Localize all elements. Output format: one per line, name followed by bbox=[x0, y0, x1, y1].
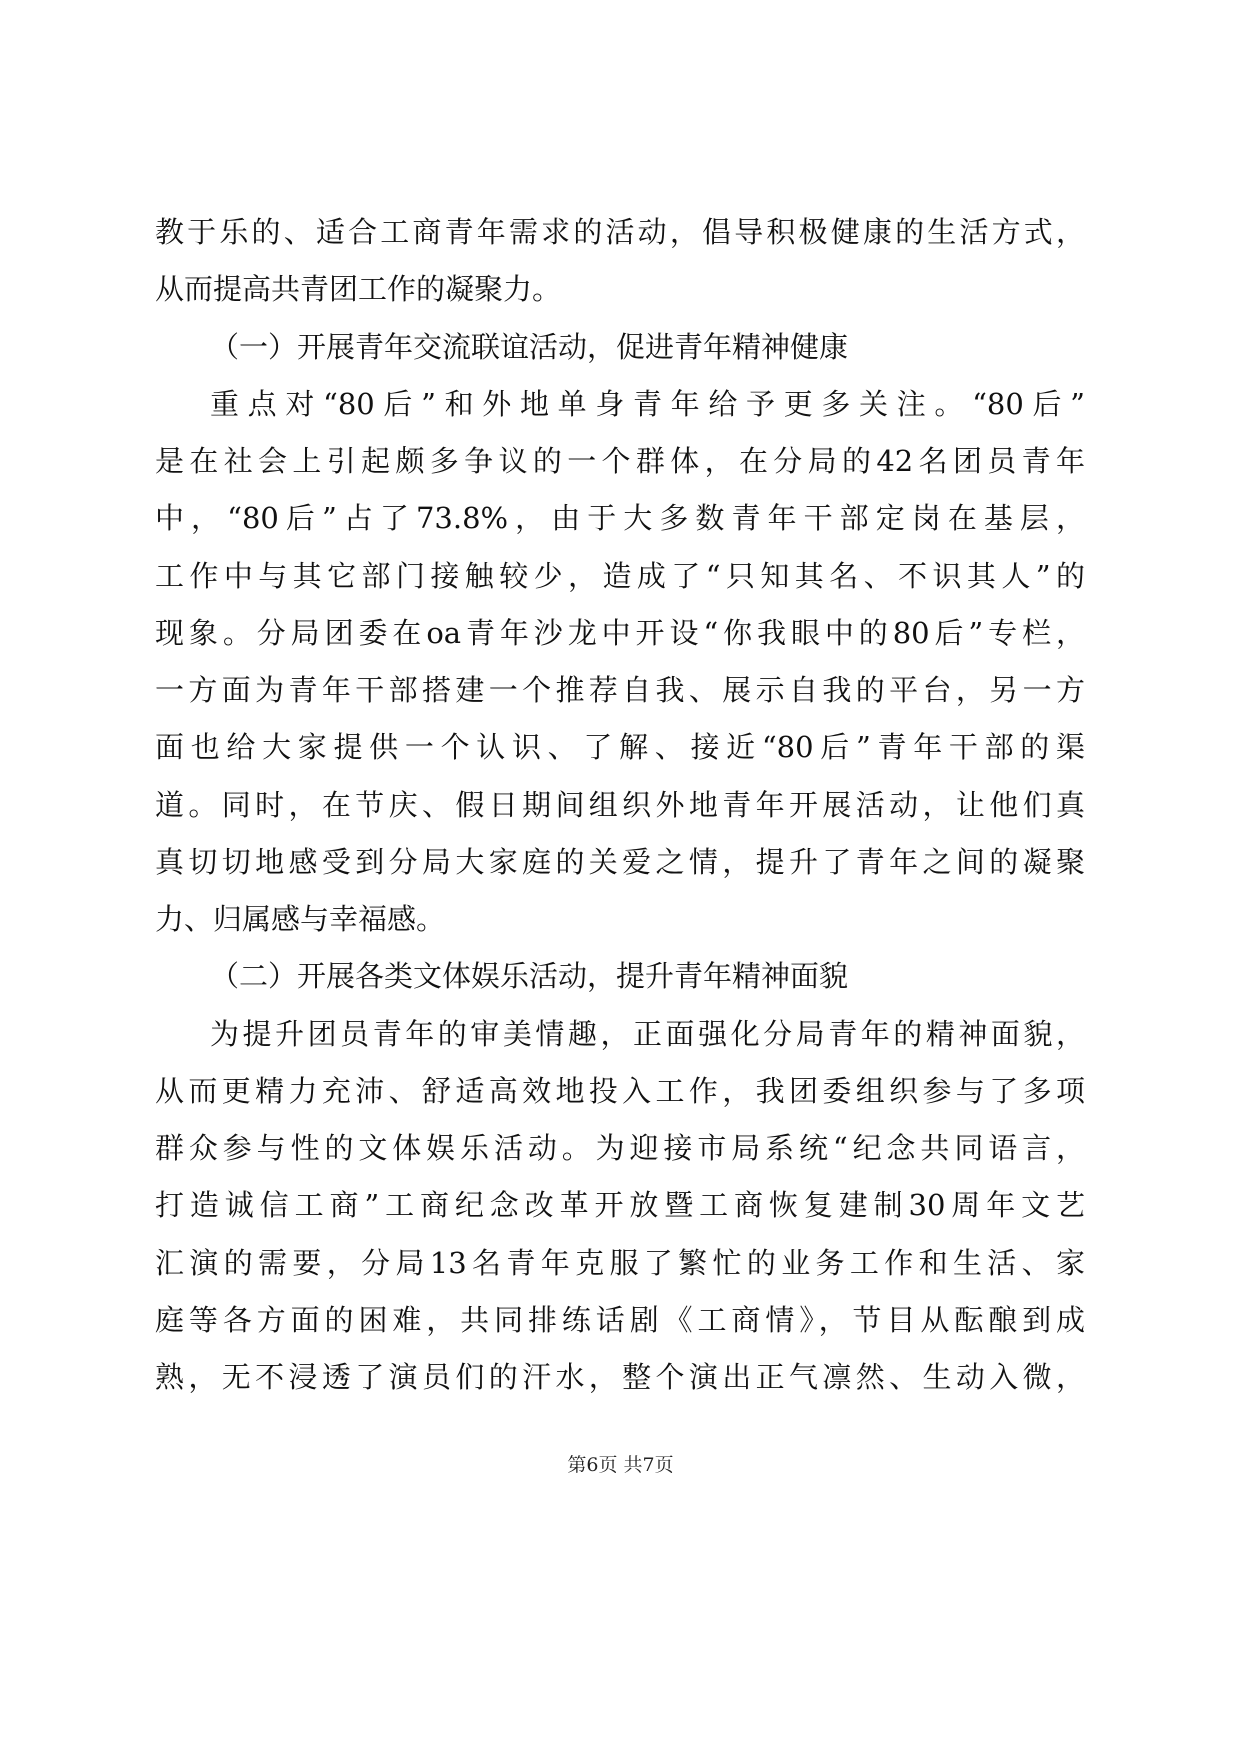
text-line: 一方面为青年干部搭建一个推荐自我、展示自我的平台，另一方 bbox=[155, 673, 1085, 707]
text-line: 从而提高共青团工作的凝聚力。 bbox=[155, 272, 562, 307]
text-line: 为提升团员青年的审美情趣，正面强化分局青年的精神面貌， bbox=[210, 1016, 1085, 1051]
text-line: 打造诚信工商”工商纪念改革开放暨工商恢复建制30周年文艺 bbox=[155, 1188, 1085, 1223]
text-line: 熟，无不浸透了演员们的汗水，整个演出正气凛然、生动入微， bbox=[155, 1360, 1085, 1394]
text-line: 中，“80后”占了73.8%，由于大多数青年干部定岗在基层， bbox=[155, 501, 1085, 536]
text-line: 汇演的需要，分局13名青年克服了繁忙的业务工作和生活、家 bbox=[155, 1245, 1085, 1280]
text-line: 庭等各方面的困难，共同排练话剧《工商情》，节目从酝酿到成 bbox=[155, 1302, 1085, 1337]
text-line: 教于乐的、适合工商青年需求的活动，倡导积极健康的生活方式， bbox=[155, 215, 1085, 249]
text-line: 道。同时，在节庆、假日期间组织外地青年开展活动，让他们真 bbox=[155, 787, 1085, 822]
page-footer: 第6页 共7页 bbox=[567, 1454, 674, 1476]
text-line: 力、归属感与幸福感。 bbox=[155, 902, 446, 936]
text-line: 真切切地感受到分局大家庭的关爱之情，提升了青年之间的凝聚 bbox=[155, 844, 1085, 879]
text-line: 现象。分局团委在oa青年沙龙中开设“你我眼中的80后”专栏， bbox=[155, 615, 1085, 650]
text-line: （二）开展各类文体娱乐活动，提升青年精神面貌 bbox=[210, 959, 849, 994]
text-line: 从而更精力充沛、舒适高效地投入工作，我团委组织参与了多项 bbox=[155, 1073, 1085, 1108]
text-line: 是在社会上引起颇多争议的一个群体，在分局的42名团员青年 bbox=[155, 444, 1085, 478]
text-line: 群众参与性的文体娱乐活动。为迎接市局系统“纪念共同语言， bbox=[155, 1131, 1085, 1165]
text-line: 面也给大家提供一个认识、了解、接近“80后”青年干部的渠 bbox=[155, 730, 1085, 765]
text-line: 工作中与其它部门接触较少，造成了“只知其名、不识其人”的 bbox=[155, 558, 1085, 593]
text-line: 重点对“80后”和外地单身青年给予更多关注。“80后” bbox=[210, 386, 1085, 421]
text-line: （一）开展青年交流联谊活动，促进青年精神健康 bbox=[210, 329, 849, 364]
